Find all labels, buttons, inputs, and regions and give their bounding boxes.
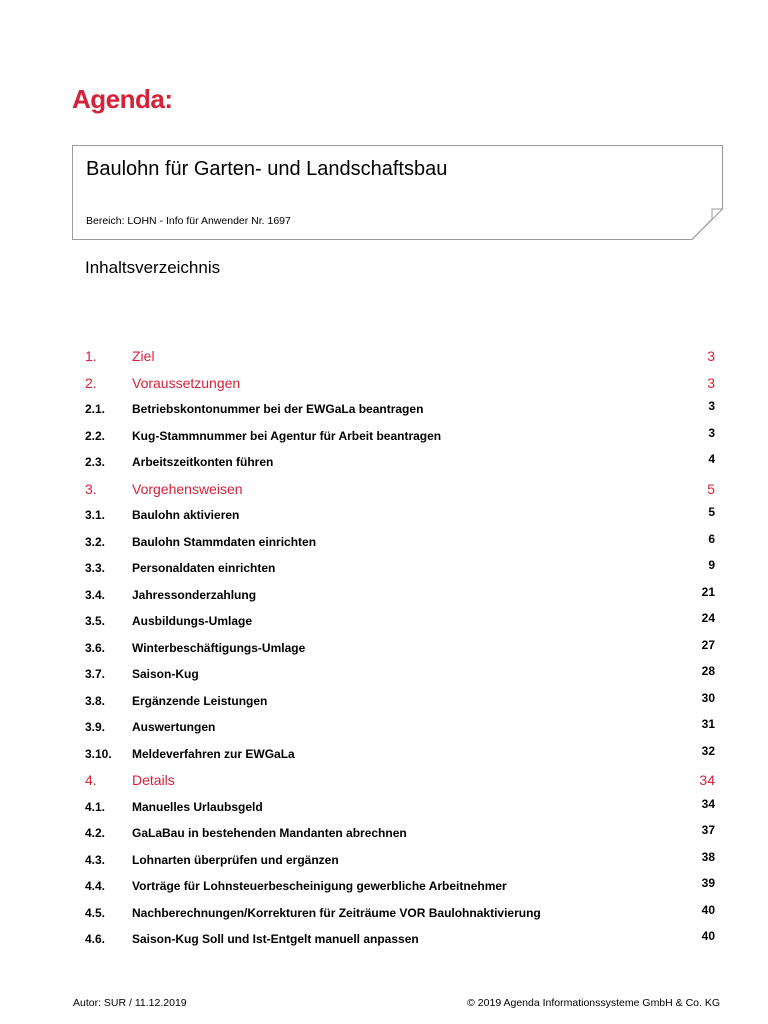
footer-copyright: © 2019 Agenda Informationssysteme GmbH & Co. KG [467,997,720,1009]
title-box [72,145,723,240]
toc-section-entry[interactable] [85,582,715,609]
toc-entry-page: 31 [701,717,715,731]
toc-section-entry[interactable] [85,714,715,741]
toc-entry-number: 1. [85,348,97,364]
toc-entry-number: 4.2. [85,826,106,840]
toc-entry-page: 3 [708,399,715,413]
toc-section-entry[interactable] [85,926,715,953]
toc-entry-page: 5 [707,480,715,497]
toc-entry-page: 3 [708,425,715,440]
toc-entry-label: Baulohn aktivieren [132,508,240,522]
toc-section-entry[interactable] [85,529,715,556]
toc-entry-number: 4.3. [85,852,106,867]
toc-entry-page: 4 [708,452,715,466]
toc-chapter-entry[interactable] [85,476,715,503]
toc-entry-number: 3.8. [85,693,106,708]
toc-entry-page: 32 [701,743,715,758]
toc-entry-page: 3 [707,374,715,391]
toc-entry-number: 3.10. [85,746,112,761]
table-of-contents [85,343,715,953]
toc-entry-label: Lohnarten überprüfen und ergänzen [132,852,339,867]
toc-entry-number: 3. [85,480,97,497]
toc-entry-label: Auswertungen [132,720,216,734]
toc-entry-number: 3.7. [85,667,106,681]
toc-entry-label: Baulohn Stammdaten einrichten [132,534,317,549]
toc-entry-page: 40 [701,929,715,943]
toc-section-entry[interactable] [85,396,715,423]
toc-entry-label: Arbeitszeitkonten führen [132,455,274,469]
toc-entry-label: Vorträge für Lohnsteuerbescheinigung gewerbliche Arbeitnehmer [132,879,507,893]
toc-section-entry[interactable] [85,555,715,582]
toc-entry-number: 4.4. [85,879,106,893]
toc-heading: Inhaltsverzeichnis [85,258,221,277]
toc-section-entry[interactable] [85,847,715,874]
toc-entry-page: 3 [707,348,715,364]
footer-author: Autor: SUR / 11.12.2019 [73,997,187,1009]
toc-entry-number: 3.4. [85,587,106,602]
toc-entry-label: Vorgehensweisen [132,480,243,497]
toc-entry-page: 30 [701,690,715,705]
toc-entry-page: 24 [701,611,715,625]
toc-section-entry[interactable] [85,741,715,768]
toc-entry-label: Manuelles Urlaubsgeld [132,799,263,814]
toc-section-entry[interactable] [85,608,715,635]
toc-entry-page: 27 [701,637,715,652]
toc-entry-label: Meldeverfahren zur EWGaLa [132,746,295,761]
toc-entry-page: 37 [701,823,715,837]
toc-entry-number: 4.5. [85,905,106,920]
toc-entry-page: 6 [708,531,715,546]
toc-entry-label: Betriebskontonummer bei der EWGaLa beantragen [132,402,424,416]
toc-entry-number: 2.1. [85,402,106,416]
toc-entry-number: 3.6. [85,640,106,655]
toc-section-entry[interactable] [85,502,715,529]
agenda-logo: Agenda: [72,84,173,114]
toc-entry-number: 3.3. [85,561,106,575]
toc-entry-page: 5 [708,505,715,519]
document-subtitle: Bereich: LOHN - Info für Anwender Nr. 1697 [86,215,291,227]
toc-section-entry[interactable] [85,873,715,900]
toc-entry-label: Voraussetzungen [132,374,241,391]
toc-entry-label: Kug-Stammnummer bei Agentur für Arbeit beantragen [132,428,442,443]
toc-entry-number: 3.2. [85,534,106,549]
toc-entry-number: 3.1. [85,508,106,522]
toc-section-entry[interactable] [85,635,715,662]
toc-chapter-entry[interactable] [85,343,715,370]
document-title: Baulohn für Garten- und Landschaftsbau [86,158,448,180]
toc-entry-number: 3.9. [85,720,106,734]
toc-entry-number: 4.6. [85,932,106,946]
toc-entry-label: Saison-Kug Soll und Ist-Entgelt manuell anpassen [132,932,419,946]
toc-entry-page: 40 [701,902,715,917]
toc-entry-number: 2.3. [85,455,106,469]
toc-entry-number: 3.5. [85,614,106,628]
toc-entry-number: 4. [85,772,97,788]
toc-entry-number: 2. [85,374,97,391]
toc-entry-page: 39 [701,876,715,890]
toc-entry-label: Details [132,772,175,788]
toc-entry-label: GaLaBau in bestehenden Mandanten abrechnen [132,826,407,840]
toc-entry-label: Saison-Kug [132,667,199,681]
toc-section-entry[interactable] [85,900,715,927]
toc-entry-label: Nachberechnungen/Korrekturen für Zeiträume VOR Baulohnaktivierung [132,905,541,920]
toc-section-entry[interactable] [85,423,715,450]
toc-entry-page: 21 [701,584,715,599]
toc-section-entry[interactable] [85,661,715,688]
toc-entry-number: 4.1. [85,799,106,814]
toc-entry-page: 34 [701,796,715,811]
toc-entry-page: 38 [701,849,715,864]
toc-section-entry[interactable] [85,688,715,715]
toc-entry-page: 9 [708,558,715,572]
toc-section-entry[interactable] [85,449,715,476]
toc-entry-label: Ergänzende Leistungen [132,693,268,708]
toc-entry-page: 34 [699,772,715,788]
toc-entry-number: 2.2. [85,428,106,443]
toc-entry-label: Ziel [132,348,155,364]
toc-section-entry[interactable] [85,820,715,847]
toc-entry-label: Personaldaten einrichten [132,561,276,575]
toc-entry-label: Winterbeschäftigungs-Umlage [132,640,306,655]
toc-chapter-entry[interactable] [85,370,715,397]
toc-entry-label: Jahressonderzahlung [132,587,257,602]
toc-entry-label: Ausbildungs-Umlage [132,614,253,628]
toc-chapter-entry[interactable] [85,767,715,794]
toc-section-entry[interactable] [85,794,715,821]
toc-entry-page: 28 [701,664,715,678]
